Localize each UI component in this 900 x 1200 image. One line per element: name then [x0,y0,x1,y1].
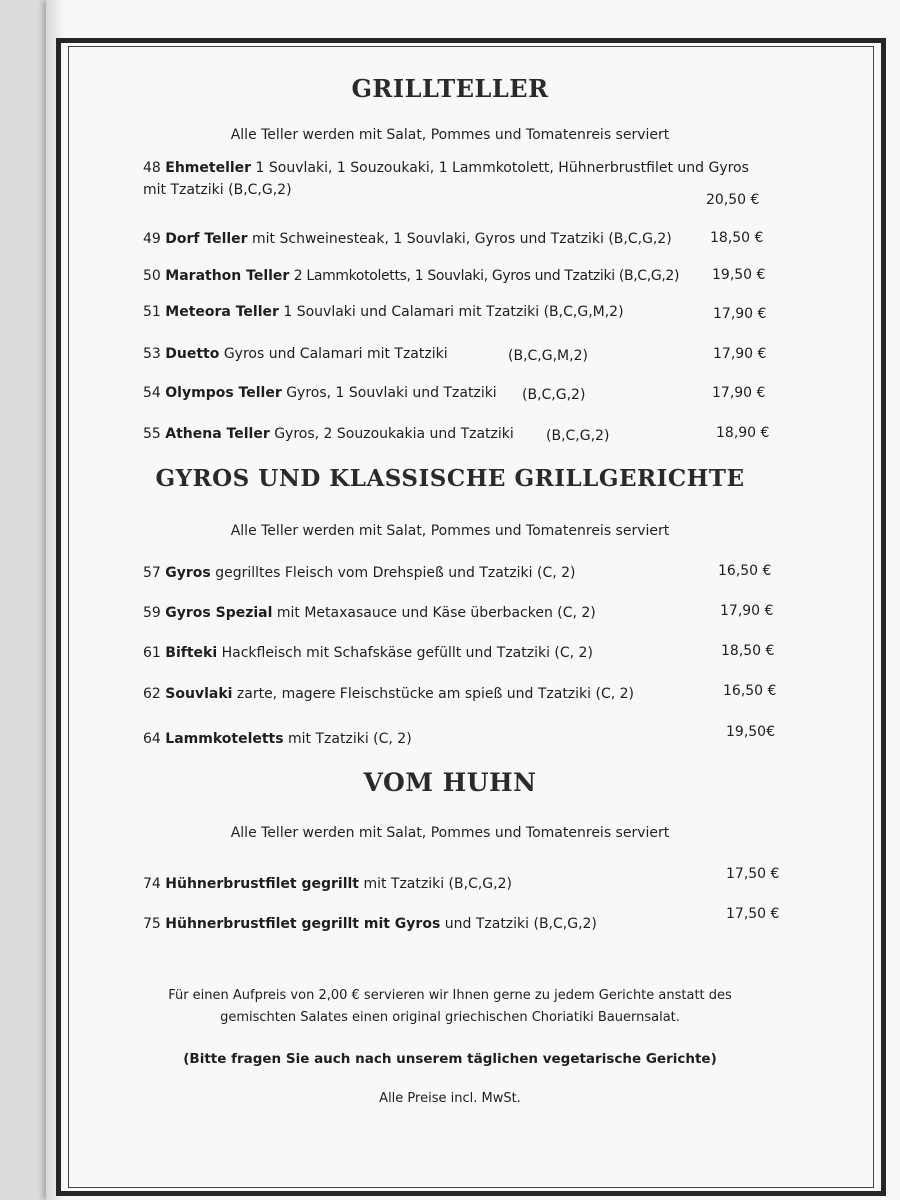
item-description: gegrilltes Fleisch vom Drehspieß und Tzatziki (C, 2) [215,565,576,581]
menu-item-64 [143,729,412,749]
menu-item-50 [143,266,679,286]
menu-item-75-price: 17,50 € [726,906,780,922]
item-description: 2 Lammkotoletts, 1 Souvlaki, Gyros und Tzatziki (B,C,G,2) [293,268,680,284]
footer-salad-line-1: Für einen Aufpreis von 2,00 € servieren wir Ihnen gerne zu jedem Gerichte anstatt des [168,988,732,1003]
menu-item-75 [143,914,597,934]
item-description: Hackfleisch mit Schafskäse gefüllt und Tzatziki (C, 2) [221,645,593,661]
menu-item-49 [143,229,672,249]
item-name: Meteora Teller [165,304,279,320]
menu-item-53 [143,344,448,364]
menu-item-48 [143,158,749,178]
item-number: 57 [143,565,161,581]
item-description: 1 Souvlaki und Calamari mit Tzatziki (B,C,G,M,2) [283,304,624,320]
item-number: 74 [143,876,161,892]
item-number: 51 [143,304,161,320]
menu-item-49-price: 18,50 € [710,230,764,246]
menu-item-54-allergens: (B,C,G,2) [522,387,586,403]
footer-salad-line-2: gemischten Salates einen original griechischen Choriatiki Bauernsalat. [220,1010,680,1025]
menu-item-62-price: 16,50 € [723,683,777,699]
item-description: 1 Souvlaki, 1 Souzoukaki, 1 Lammkotolett, Hühnerbrustfilet und Gyros [255,160,749,176]
menu-item-50-price: 19,50 € [712,267,766,283]
menu-item-57 [143,563,576,583]
item-number: 61 [143,645,161,661]
item-number: 64 [143,731,161,747]
item-description: mit Tzatziki (B,C,G,2) [363,876,512,892]
item-name: Duetto [165,346,220,362]
menu-item-53-price: 17,90 € [713,346,767,362]
item-name: Hühnerbrustfilet gegrillt mit Gyros [165,916,441,932]
item-name: Bifteki [165,645,218,661]
footer-tax-note: Alle Preise incl. MwSt. [379,1091,521,1106]
section-title-grillteller: GRILLTELLER [351,74,549,103]
item-name: Gyros [165,565,211,581]
menu-item-55-price: 18,90 € [716,425,770,441]
footer-vegetarian-note: (Bitte fragen Sie auch nach unserem täglichen vegetarische Gerichte) [183,1051,717,1067]
item-description: Gyros und Calamari mit Tzatziki [223,346,448,362]
item-description: mit Schweinesteak, 1 Souvlaki, Gyros und Tzatziki (B,C,G,2) [252,231,672,247]
item-description: mit Tzatziki (C, 2) [288,731,412,747]
item-name: Ehmeteller [165,160,252,176]
item-number: 75 [143,916,161,932]
item-name: Gyros Spezial [165,605,273,621]
section-title-huhn: VOM HUHN [363,768,537,797]
section-subtitle-gyros: Alle Teller werden mit Salat, Pommes und Tomatenreis serviert [230,523,670,539]
item-number: 53 [143,346,161,362]
item-name: Athena Teller [165,426,270,442]
menu-item-64-price: 19,50€ [726,724,775,740]
item-name: Hühnerbrustfilet gegrillt [165,876,359,892]
menu-item-74-price: 17,50 € [726,866,780,882]
menu-item-53-allergens: (B,C,G,M,2) [508,348,588,364]
item-number: 55 [143,426,161,442]
section-subtitle-grillteller: Alle Teller werden mit Salat, Pommes und Tomatenreis serviert [230,127,670,143]
section-title-gyros: GYROS UND KLASSISCHE GRILLGERICHTE [155,465,745,492]
item-description: Gyros, 1 Souvlaki und Tzatziki [286,385,497,401]
item-name: Olympos Teller [165,385,282,401]
menu-item-62 [143,684,634,704]
item-description: Gyros, 2 Souzoukakia und Tzatziki [274,426,514,442]
menu-item-54-price: 17,90 € [712,385,766,401]
footer-salad-note [0,985,900,1029]
item-description: mit Metaxasauce und Käse überbacken (C, 2) [276,605,596,621]
item-number: 48 [143,160,161,176]
menu-item-55 [143,424,514,444]
menu-item-59 [143,603,596,623]
item-description: zarte, magere Fleischstücke am spieß und Tzatziki (C, 2) [236,686,635,702]
item-name: Dorf Teller [165,231,248,247]
item-number: 54 [143,385,161,401]
menu-item-61-price: 18,50 € [721,643,775,659]
menu-item-59-price: 17,90 € [720,603,774,619]
item-name: Souvlaki [165,686,233,702]
menu-item-51 [143,302,624,322]
item-number: 62 [143,686,161,702]
menu-item-57-price: 16,50 € [718,563,772,579]
item-number: 50 [143,268,161,284]
item-number: 59 [143,605,161,621]
item-name: Lammkoteletts [165,731,284,747]
menu-item-51-price: 17,90 € [713,306,767,322]
item-name: Marathon Teller [165,268,290,284]
menu-item-55-allergens: (B,C,G,2) [546,428,610,444]
menu-item-54 [143,383,497,403]
section-subtitle-huhn: Alle Teller werden mit Salat, Pommes und Tomatenreis serviert [230,825,670,841]
item-number: 49 [143,231,161,247]
item-description: und Tzatziki (B,C,G,2) [444,916,597,932]
menu-item-48-price: 20,50 € [706,192,760,208]
menu-item-74 [143,874,512,894]
menu-item-61 [143,643,593,663]
menu-item-48-description-cont: mit Tzatziki (B,C,G,2) [143,182,292,198]
